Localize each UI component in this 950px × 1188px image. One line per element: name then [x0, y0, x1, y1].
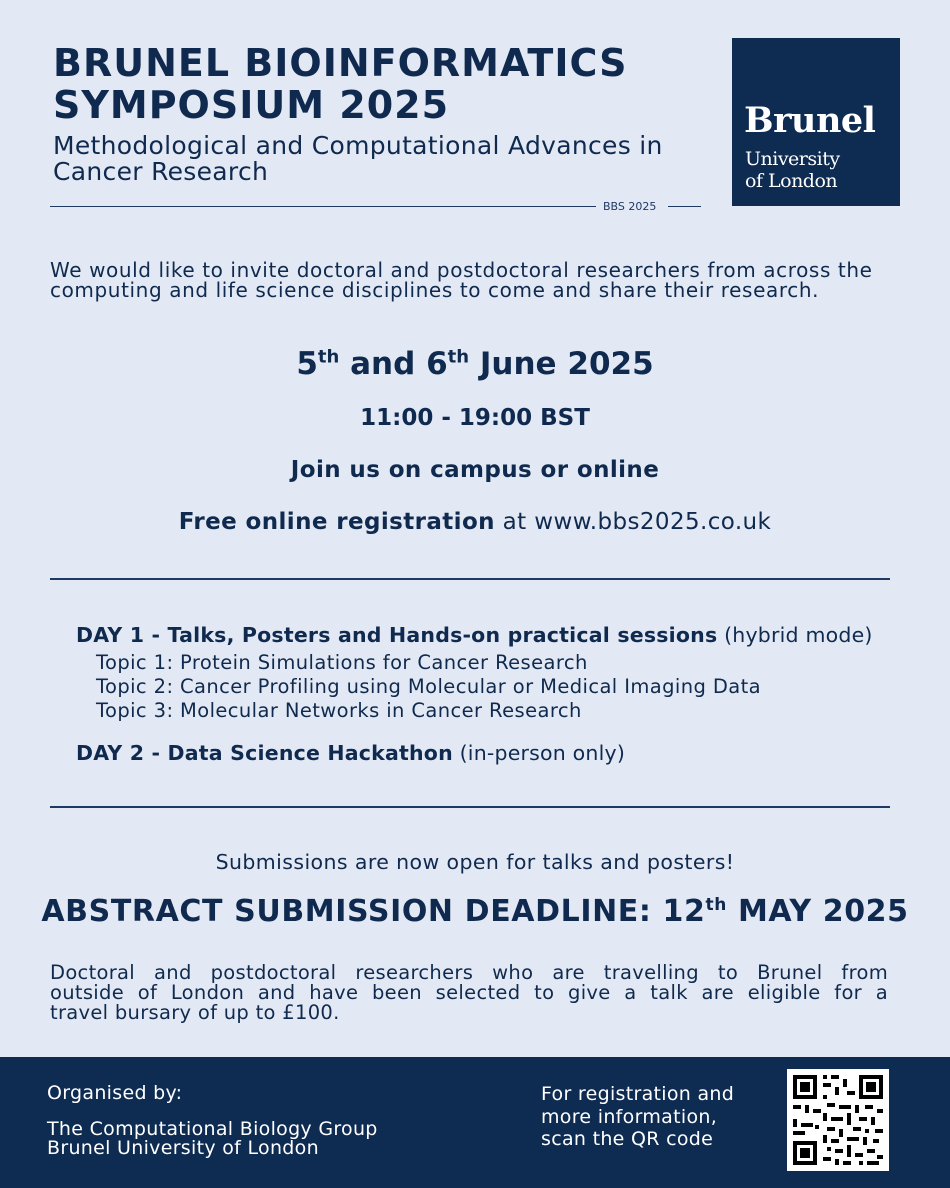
deadline-suffix: MAY 2025: [726, 894, 909, 929]
day-2-title: DAY 2 - Data Science Hackathon: [76, 741, 453, 765]
deadline-prefix: ABSTRACT SUBMISSION DEADLINE: 12: [41, 894, 706, 929]
subtitle-line-1: Methodological and Computational Advances in: [53, 131, 663, 160]
date-sup-1: th: [317, 346, 340, 368]
header-divider-end: [668, 206, 701, 207]
event-attendance: Join us on campus or online: [290, 457, 660, 483]
header-divider: [50, 206, 596, 207]
submission-deadline: [0, 894, 950, 929]
event-date: [0, 346, 950, 382]
deadline-sup: th: [705, 895, 727, 915]
qr-instructions: [541, 1083, 734, 1151]
date-and-day-2: and 6: [339, 346, 448, 382]
subtitle-line-2: Cancer Research: [53, 157, 269, 186]
section-divider-2: [50, 806, 890, 808]
invitation-text: [50, 260, 900, 300]
registration-url: at www.bbs2025.co.uk: [494, 509, 772, 535]
date-month-year: June 2025: [469, 346, 654, 382]
invitation-line-2: computing and life science disciplines to come and share their research.: [50, 278, 820, 302]
qr-line-3: scan the QR code: [541, 1128, 714, 1150]
logo-subtext: [745, 148, 840, 192]
qr-line-2: more information,: [541, 1105, 718, 1128]
topic-item: Topic 3: Molecular Networks in Cancer Research: [96, 699, 582, 722]
subtitle: [53, 133, 733, 185]
day-1-title: DAY 1 - Talks, Posters and Hands-on practical sessions: [76, 623, 718, 647]
topic-item: Topic 1: Protein Simulations for Cancer Research: [96, 651, 588, 674]
organiser-university: Brunel University of London: [47, 1137, 319, 1159]
page-title: [53, 42, 713, 126]
bursary-line-3: travel bursary of up to £100.: [50, 1001, 340, 1024]
qr-line-1: For registration and: [541, 1083, 735, 1105]
header-divider-tag: BBS 2025: [603, 200, 657, 213]
day-1-heading: [76, 623, 873, 647]
qr-code-icon: [787, 1069, 889, 1171]
logo-line-1: University: [745, 148, 840, 170]
title-line-1: BRUNEL BIOINFORMATICS: [53, 41, 628, 85]
qr-code[interactable]: [787, 1069, 889, 1171]
logo-line-2: of London: [745, 170, 838, 192]
day-2-mode: (in-person only): [452, 741, 626, 765]
logo-wordmark: Brunel: [744, 100, 876, 141]
organiser-group: The Computational Biology Group: [47, 1118, 378, 1140]
event-time: 11:00 - 19:00 BST: [360, 405, 590, 431]
day-2-heading: [76, 741, 625, 765]
submissions-open: Submissions are now open for talks and posters!: [215, 850, 735, 874]
footer: [0, 1057, 950, 1188]
registration-info: [0, 509, 950, 535]
organised-by-label: Organised by:: [47, 1082, 183, 1104]
topic-item: Topic 2: Cancer Profiling using Molecular or Medical Imaging Data: [96, 675, 762, 698]
registration-bold: Free online registration: [178, 509, 495, 535]
day-1-mode: (hybrid mode): [717, 623, 873, 647]
bursary-line-1: Doctoral and postdoctoral researchers who are travelling to Brunel from: [50, 961, 888, 984]
date-sup-2: th: [447, 346, 470, 368]
title-line-2: SYMPOSIUM 2025: [53, 83, 450, 127]
travel-bursary-text: [50, 963, 888, 1023]
brunel-logo: [732, 38, 900, 206]
date-day-1: 5: [296, 346, 318, 382]
invitation-line-1: We would like to invite doctoral and postdoctoral researchers from across the: [50, 258, 873, 282]
section-divider-1: [50, 578, 890, 580]
bursary-line-2: outside of London and have been selected to give a talk are eligible for a: [50, 981, 888, 1004]
